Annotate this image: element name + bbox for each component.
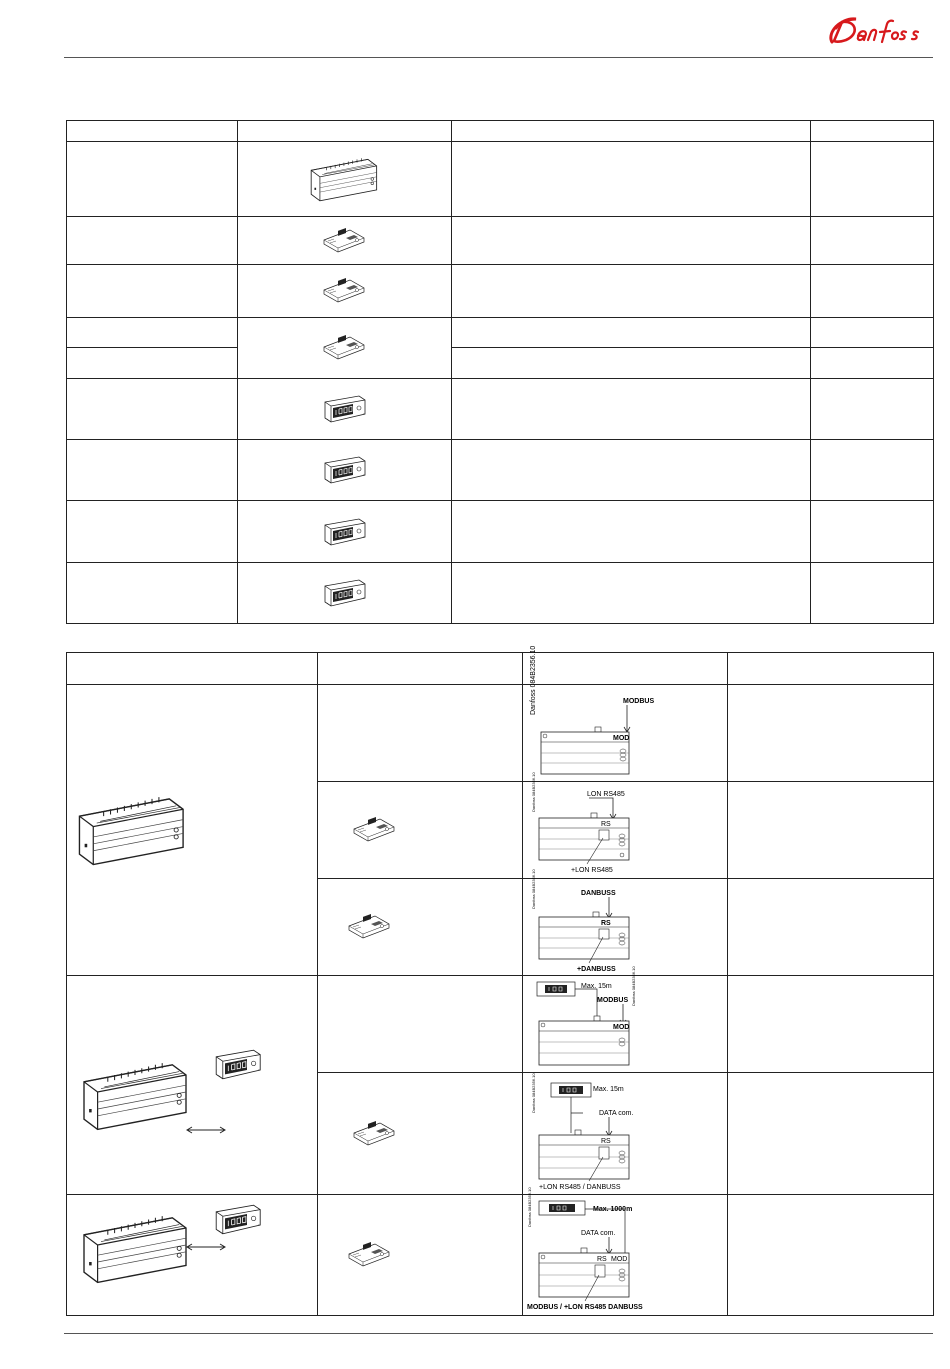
bus-label: MODBUS xyxy=(623,698,655,705)
display-illustration xyxy=(323,517,367,547)
products-table xyxy=(66,120,934,624)
bus-label: DATA com. xyxy=(581,1230,616,1237)
controller-illustration xyxy=(79,792,187,868)
bus-label: DATA com. xyxy=(599,1110,634,1117)
header-cell xyxy=(452,121,811,142)
module-card-illustration xyxy=(323,228,367,254)
controller-with-display-illustration xyxy=(72,1197,312,1313)
header-rule xyxy=(64,57,933,58)
table-row xyxy=(67,348,934,379)
bus-label: LON RS485 xyxy=(587,791,625,798)
table-row xyxy=(67,142,934,217)
module-label: MODBUS / +LON RS485 DANBUSS xyxy=(527,1304,643,1311)
table-row xyxy=(67,440,934,501)
module-card-illustration xyxy=(323,278,367,304)
controller-with-display-illustration xyxy=(72,1010,312,1160)
controller-illustration xyxy=(310,155,380,203)
side-note: Danfoss 084B2356.10 xyxy=(631,966,636,1006)
table-row xyxy=(67,1195,934,1316)
side-note: Danfoss 084B2356.10 xyxy=(531,772,536,812)
table-row xyxy=(67,685,934,782)
display-illustration xyxy=(323,394,367,424)
module-card-illustration xyxy=(348,1242,392,1268)
side-note: Danfoss 084B2356.10 xyxy=(531,1073,536,1113)
table-row xyxy=(67,379,934,440)
module-label: +DANBUSS xyxy=(577,966,616,973)
display-illustration xyxy=(323,578,367,608)
module-card-illustration xyxy=(353,817,397,843)
table-row xyxy=(67,217,934,265)
table-row xyxy=(67,563,934,624)
port-label: MOD xyxy=(613,1024,630,1031)
module-card-illustration xyxy=(348,914,392,940)
bus-label: DANBUSS xyxy=(581,890,616,897)
danfoss-logo xyxy=(826,14,934,48)
distance-label: Max. 1000m xyxy=(593,1206,633,1213)
header-cell xyxy=(811,121,934,142)
side-note: Danfoss 084B2356.10 xyxy=(527,1187,532,1227)
table-header-row xyxy=(67,121,934,142)
module-label: +LON RS485 xyxy=(571,867,613,874)
port-label: RS xyxy=(601,1138,611,1145)
wiring-diagram xyxy=(523,1187,728,1316)
configuration-table xyxy=(66,645,934,1316)
header-cell xyxy=(67,121,238,142)
display-illustration xyxy=(323,455,367,485)
port-label: MOD xyxy=(613,735,630,742)
port-label: RS xyxy=(597,1256,607,1263)
distance-label: Max. 15m xyxy=(581,983,612,990)
distance-label: Max. 15m xyxy=(593,1086,624,1093)
table-row xyxy=(67,976,934,1073)
wiring-diagram xyxy=(523,645,728,782)
table-row xyxy=(67,265,934,318)
footer-rule xyxy=(64,1333,933,1334)
port-label: RS xyxy=(601,821,611,828)
wiring-diagram xyxy=(523,772,728,879)
side-note: Danfoss 084B2356.10 xyxy=(531,869,536,909)
bus-label: MODBUS xyxy=(597,997,629,1004)
module-card-illustration xyxy=(353,1121,397,1147)
port-label: RS xyxy=(601,920,611,927)
module-card-illustration xyxy=(323,335,367,361)
port-label: MOD xyxy=(611,1256,628,1263)
table-row xyxy=(67,318,934,348)
table-header-row xyxy=(67,653,934,685)
module-label: +LON RS485 / DANBUSS xyxy=(539,1184,621,1191)
header-cell xyxy=(238,121,452,142)
table-row xyxy=(67,501,934,563)
wiring-diagram xyxy=(523,1073,728,1195)
side-note: Danfoss 084B2356.10 xyxy=(530,645,537,715)
